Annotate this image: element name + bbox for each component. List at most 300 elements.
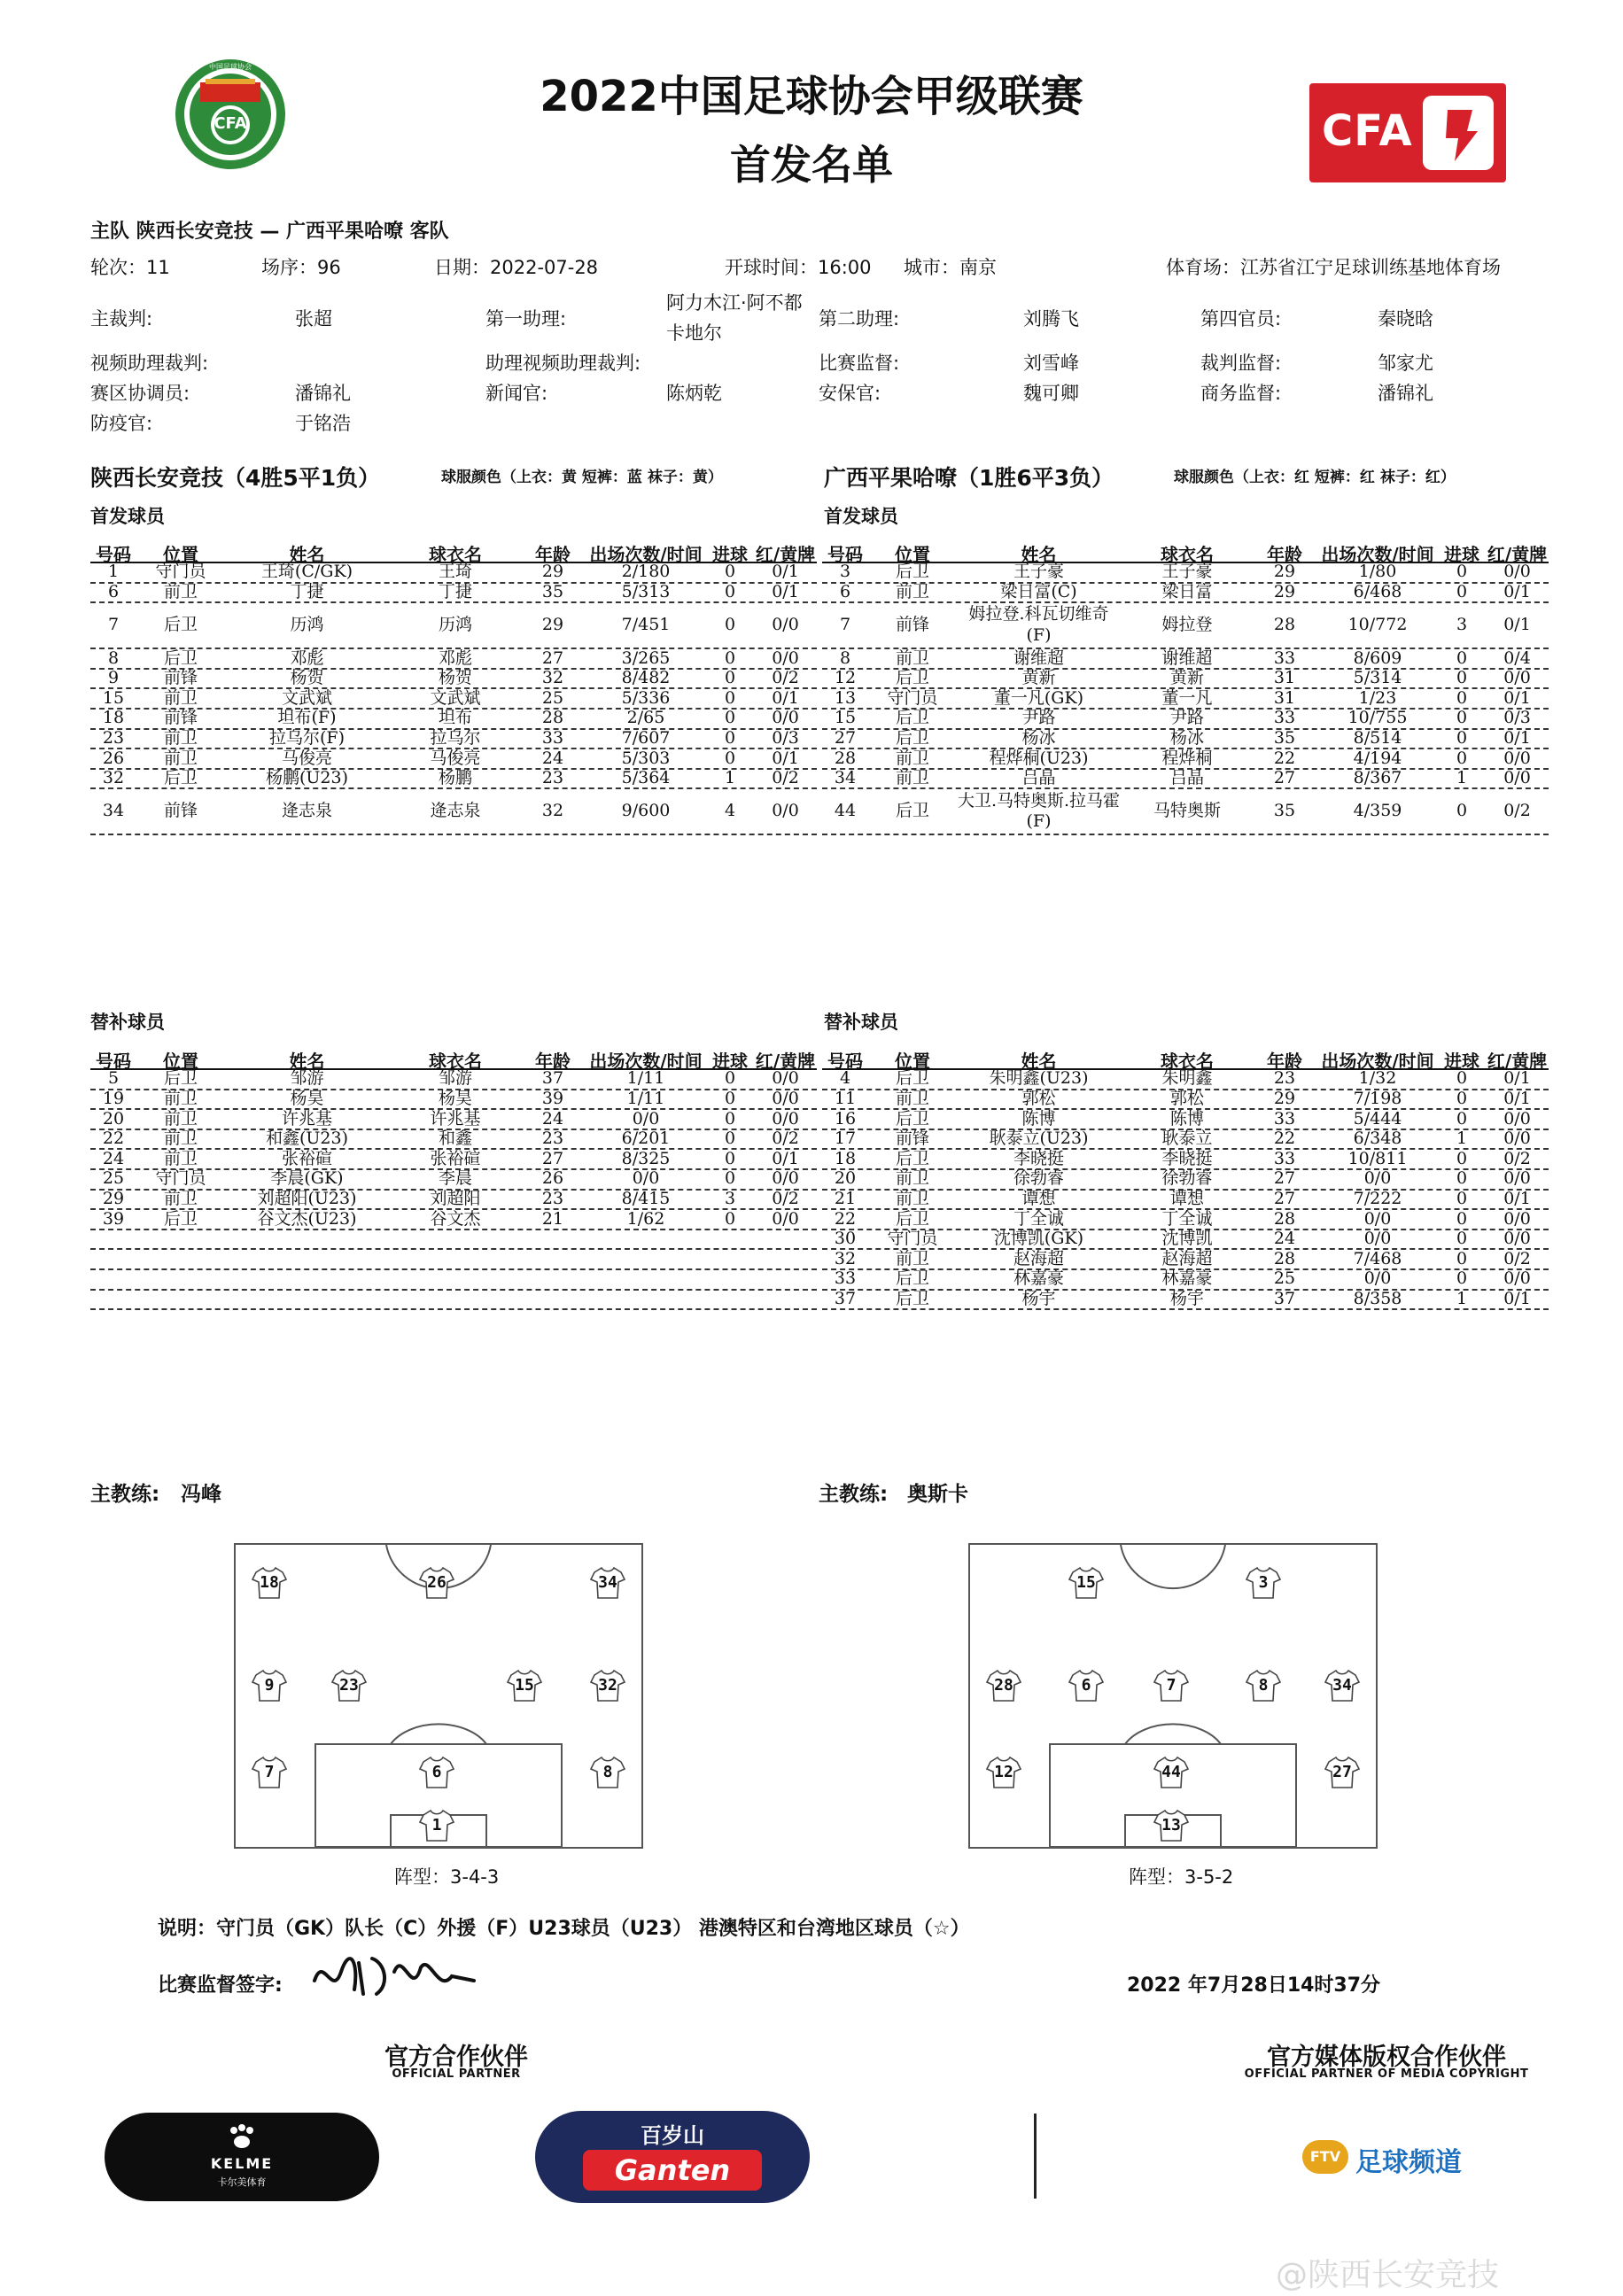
cell-position: 前锋	[163, 801, 198, 821]
avar-label: 助理视频助理裁判:	[485, 353, 641, 374]
column-header-name: 姓名	[289, 544, 325, 565]
cell-number: 22	[834, 1208, 857, 1229]
away-formation: 阵型：3-5-2	[1129, 1866, 1234, 1888]
cell-goals: 0	[724, 1089, 736, 1109]
fourth-official: 秦晓晗	[1378, 308, 1433, 330]
legend-note: 说明：守门员（GK）队长（C）外援（F）U23球员（U23） 港澳特区和台湾地区球员（☆）	[158, 1918, 970, 1940]
cfa-emblem-ring-text: 中国足球协会	[209, 63, 252, 71]
cell-cards: 0/1	[772, 1148, 799, 1168]
player-shirt-icon	[419, 1566, 454, 1600]
table-row	[822, 1170, 1549, 1191]
table-row	[822, 603, 1549, 649]
cell-appearances: 1/11	[626, 1068, 665, 1089]
cell-number: 6	[107, 582, 120, 602]
cell-position: 后卫	[895, 1288, 929, 1308]
empty-row	[90, 1270, 817, 1291]
player-shirt-icon	[507, 1669, 542, 1703]
kickoff-time: 开球时间：16:00	[725, 257, 872, 278]
cell-shirt-name: 坦布	[438, 708, 472, 728]
cell-shirt-name: 拉乌尔	[430, 727, 481, 748]
cell-shirt-name: 丁全诚	[1161, 1208, 1213, 1229]
table-row	[822, 1150, 1549, 1170]
referee: 张超	[295, 308, 332, 330]
cell-goals: 0	[1456, 687, 1468, 708]
table-row	[90, 749, 817, 770]
cell-number: 12	[834, 668, 857, 688]
cell-appearances: 0/0	[1363, 1208, 1392, 1229]
player-shirt-icon	[986, 1669, 1021, 1703]
cell-name: 沈博凯(GK)	[993, 1229, 1084, 1249]
match-number: 场序：96	[261, 257, 341, 278]
press-officer-label: 新闻官:	[485, 383, 548, 404]
cell-shirt-name: 耿泰立	[1161, 1129, 1213, 1149]
column-header-cards: 红/黄牌	[755, 1051, 816, 1072]
cell-age: 29	[1273, 562, 1296, 582]
column-header-shirt-name: 球衣名	[1161, 1051, 1214, 1072]
cell-shirt-name: 黄新	[1169, 668, 1204, 688]
cell-age: 35	[1273, 801, 1296, 821]
cell-number: 15	[102, 687, 125, 708]
player-shirt-icon	[1246, 1566, 1281, 1600]
cell-appearances: 6/468	[1353, 582, 1402, 602]
footer-divider	[1034, 2114, 1037, 2199]
cell-appearances: 8/358	[1353, 1288, 1402, 1308]
away-coach-label: 主教练:	[819, 1483, 889, 1506]
cell-number: 21	[834, 1188, 857, 1208]
home-kit-colors: 球服颜色（上衣：黄 短裤：蓝 袜子：黄）	[441, 469, 723, 486]
cell-goals: 0	[1456, 648, 1468, 668]
cell-goals: 3	[724, 1188, 736, 1208]
cell-appearances: 1/62	[626, 1208, 665, 1229]
cell-name: 刘超阳(U23)	[257, 1188, 357, 1208]
cell-appearances: 8/367	[1353, 768, 1402, 788]
table-row	[90, 689, 817, 710]
cell-cards: 0/2	[772, 1129, 799, 1149]
cell-goals: 0	[724, 615, 736, 635]
cell-cards: 0/0	[772, 615, 799, 635]
cell-shirt-name: 李晓挺	[1161, 1148, 1213, 1168]
ar2-label: 第二助理:	[819, 308, 900, 330]
commercial-supervisor: 潘锦礼	[1378, 383, 1433, 404]
cell-goals: 0	[1456, 1268, 1468, 1289]
cell-name: 徐勃睿	[1013, 1168, 1064, 1189]
column-header-shirt-name: 球衣名	[429, 1051, 482, 1072]
cell-position: 前卫	[163, 1108, 198, 1129]
cell-appearances: 8/415	[621, 1188, 671, 1208]
cell-number: 3	[839, 562, 851, 582]
table-row	[822, 1210, 1549, 1230]
cell-goals: 0	[1456, 1068, 1468, 1089]
ftv-badge: FTV	[1302, 2140, 1348, 2174]
empty-row	[90, 1291, 817, 1311]
cell-number: 17	[834, 1129, 857, 1149]
ar1-label: 第一助理:	[485, 308, 567, 330]
cell-name: 历鸿	[290, 615, 324, 635]
shirt-number: 6	[431, 1763, 442, 1781]
cell-position: 后卫	[895, 708, 929, 728]
shirt-number: 1	[431, 1816, 442, 1834]
cell-position: 前卫	[163, 1129, 198, 1149]
table-row	[90, 1070, 817, 1090]
table-row	[822, 727, 1549, 750]
home-formation-pitch	[234, 1543, 643, 1849]
away-subs-table	[822, 1043, 1549, 1310]
cell-position: 前卫	[895, 748, 929, 768]
column-header-goals: 进球	[1444, 544, 1479, 565]
cell-goals: 0	[724, 687, 736, 708]
cell-appearances: 5/303	[621, 748, 671, 768]
cell-number: 23	[102, 727, 125, 748]
column-header-name: 姓名	[1021, 1051, 1057, 1072]
cell-appearances: 7/607	[621, 727, 671, 748]
cfa-brand-mark-icon	[1423, 96, 1494, 170]
cell-name: 许兆基	[281, 1108, 332, 1129]
cell-age: 27	[1273, 768, 1296, 788]
home-subs-label: 替补球员	[90, 1012, 165, 1033]
cell-age: 24	[541, 1108, 564, 1129]
partner-title-en: OFFICIAL PARTNER	[392, 2067, 521, 2081]
column-header-position: 位置	[163, 1051, 198, 1072]
referee-supervisor: 邹家尤	[1378, 353, 1433, 374]
ganten-text-cn: 百岁山	[641, 2123, 704, 2148]
cell-age: 37	[541, 1068, 564, 1089]
cell-name: 赵海超	[1013, 1248, 1064, 1268]
cell-age: 23	[541, 1129, 564, 1149]
cell-age: 29	[541, 562, 564, 582]
table-row	[90, 670, 817, 690]
cell-number: 25	[102, 1168, 125, 1189]
cell-position: 前卫	[895, 1168, 929, 1189]
cell-cards: 0/0	[772, 708, 799, 728]
cell-appearances: 7/468	[1353, 1248, 1402, 1268]
cell-position: 后卫	[895, 801, 929, 821]
cell-name: 林嘉豪	[1013, 1268, 1064, 1289]
cell-number: 8	[107, 648, 120, 668]
cell-number: 7	[107, 615, 120, 635]
cell-goals: 1	[1456, 1288, 1468, 1308]
cell-age: 28	[1273, 615, 1296, 635]
cell-age: 27	[541, 648, 564, 668]
cell-goals: 0	[1456, 1208, 1468, 1229]
cell-age: 28	[1273, 1208, 1296, 1229]
cell-shirt-name: 董一凡	[1161, 687, 1213, 708]
press-officer: 陈炳乾	[666, 383, 722, 404]
table-header	[822, 537, 1549, 563]
column-header-appearances: 出场次数/时间	[1321, 544, 1434, 565]
cell-cards: 0/1	[1503, 1089, 1531, 1109]
cell-shirt-name: 朱明鑫	[1161, 1068, 1213, 1089]
cell-cards: 0/0	[772, 1089, 799, 1109]
table-row	[822, 584, 1549, 604]
shirt-number: 18	[260, 1573, 279, 1592]
cell-number: 7	[839, 615, 851, 635]
cell-shirt-name: 姆拉登	[1161, 615, 1213, 635]
cell-age: 33	[1273, 708, 1296, 728]
ar2: 刘腾飞	[1023, 308, 1079, 330]
cell-position: 前卫	[163, 687, 198, 708]
kelme-text: KELME	[210, 2155, 274, 2172]
cell-name: 丁全诚	[1013, 1208, 1064, 1229]
home-coach-label: 主教练:	[90, 1483, 160, 1506]
column-header-appearances: 出场次数/时间	[589, 1051, 703, 1072]
shirt-number: 7	[264, 1763, 275, 1781]
cell-name: 和鑫(U23)	[265, 1129, 348, 1149]
table-row	[90, 710, 817, 730]
cell-cards: 0/0	[1503, 1129, 1531, 1149]
ar1-line2: 卡地尔	[666, 322, 722, 344]
cell-age: 24	[541, 748, 564, 768]
player-shirt-icon	[252, 1669, 287, 1703]
cell-shirt-name: 杨昊	[438, 1089, 472, 1109]
column-header-age: 年龄	[1267, 544, 1302, 565]
cell-cards: 0/0	[1503, 1208, 1531, 1229]
cell-cards: 0/1	[772, 562, 799, 582]
cell-number: 20	[834, 1168, 857, 1189]
cell-name: 杨贺	[290, 668, 324, 688]
cell-appearances: 1/23	[1358, 687, 1397, 708]
cell-position: 后卫	[163, 768, 198, 788]
cell-cards: 0/0	[1503, 1168, 1531, 1189]
cell-name: 文武斌	[281, 687, 332, 708]
column-header-goals: 进球	[712, 544, 748, 565]
player-shirt-icon	[252, 1756, 287, 1789]
cell-shirt-name: 杨宇	[1169, 1288, 1204, 1308]
table-row	[90, 1150, 817, 1170]
cell-name: 逄志泉	[281, 801, 332, 821]
cell-shirt-name: 吕晶	[1169, 768, 1204, 788]
cell-name: 陈博	[1021, 1108, 1056, 1129]
cell-cards: 0/0	[772, 1168, 799, 1189]
cell-position: 前卫	[895, 768, 929, 788]
cell-position: 前卫	[163, 1089, 198, 1109]
away-starters-label: 首发球员	[824, 506, 898, 527]
cell-position: 前卫	[163, 1188, 198, 1208]
cell-position: 后卫	[895, 1108, 929, 1129]
home-formation: 阵型：3-4-3	[394, 1866, 500, 1888]
shirt-number: 34	[598, 1573, 617, 1592]
cell-cards: 0/3	[1503, 708, 1531, 728]
security-officer: 魏可卿	[1023, 383, 1079, 404]
cell-position: 后卫	[895, 1068, 929, 1089]
cell-name: 王子豪	[1013, 562, 1064, 582]
cfa-brand-text: CFA	[1322, 106, 1413, 156]
match-supervisor: 刘雪峰	[1023, 353, 1079, 374]
cell-cards: 0/2	[1503, 1148, 1531, 1168]
shirt-number: 3	[1258, 1573, 1269, 1592]
cell-goals: 1	[1456, 768, 1468, 788]
cell-shirt-name: 文武斌	[430, 687, 481, 708]
cell-number: 33	[834, 1268, 857, 1289]
cell-age: 35	[541, 582, 564, 602]
cell-appearances: 5/313	[621, 582, 671, 602]
cell-name: 李晨(GK)	[270, 1168, 344, 1189]
cell-cards: 0/1	[772, 582, 799, 602]
home-team-title: 陕西长安竞技（4胜5平1负）	[90, 465, 381, 491]
cell-shirt-name: 邹游	[438, 1068, 472, 1089]
column-header-appearances: 出场次数/时间	[1321, 1051, 1434, 1072]
cell-number: 24	[102, 1148, 125, 1168]
cell-cards: 0/1	[1503, 615, 1531, 635]
cell-cards: 0/0	[1503, 768, 1531, 788]
shirt-number: 15	[515, 1676, 534, 1695]
cell-number: 44	[834, 801, 857, 821]
cell-cards: 0/1	[1503, 1288, 1531, 1308]
cell-position: 守门员	[155, 562, 206, 582]
cell-position: 后卫	[895, 1268, 929, 1289]
referee-label: 主裁判:	[90, 308, 153, 330]
cell-position: 后卫	[895, 562, 929, 582]
column-header-shirt-name: 球衣名	[1161, 544, 1214, 565]
player-shirt-icon	[590, 1566, 625, 1600]
cell-age: 31	[1273, 668, 1296, 688]
cell-age: 37	[1273, 1288, 1296, 1308]
cell-age: 21	[541, 1208, 564, 1229]
cell-appearances: 8/609	[1353, 648, 1402, 668]
cell-goals: 0	[1456, 708, 1468, 728]
cell-cards: 0/0	[1503, 1229, 1531, 1249]
document-title: 2022中国足球协会甲级联赛	[540, 72, 1083, 121]
cell-age: 33	[541, 727, 564, 748]
cell-number: 26	[102, 748, 125, 768]
cell-goals: 0	[1456, 801, 1468, 821]
referee-supervisor-label: 裁判监督:	[1200, 353, 1282, 374]
cell-goals: 0	[724, 1148, 736, 1168]
cell-name: 拉乌尔(F)	[268, 727, 345, 748]
cell-number: 6	[839, 582, 851, 602]
kelme-text-cn: 卡尔美体育	[217, 2176, 267, 2188]
player-shirt-icon	[1153, 1669, 1189, 1703]
cell-number: 15	[834, 708, 857, 728]
cell-position: 前卫	[895, 1089, 929, 1109]
cell-name: 张裕碹	[281, 1148, 332, 1168]
var-label: 视频助理裁判:	[90, 353, 209, 374]
cell-number: 29	[102, 1188, 125, 1208]
venue-coordinator: 潘锦礼	[295, 383, 351, 404]
cell-position: 后卫	[163, 648, 198, 668]
cell-position: 后卫	[163, 1068, 198, 1089]
cell-appearances: 2/65	[626, 708, 665, 728]
table-row	[90, 649, 817, 670]
security-officer-label: 安保官:	[819, 383, 881, 404]
match-date: 日期：2022-07-28	[434, 257, 599, 278]
away-formation-pitch	[968, 1543, 1378, 1849]
cell-appearances: 6/348	[1353, 1129, 1402, 1149]
cell-appearances: 0/0	[1363, 1268, 1392, 1289]
cell-position: 守门员	[887, 1229, 938, 1249]
cell-appearances: 8/325	[621, 1148, 671, 1168]
table-row	[90, 1210, 817, 1230]
signed-time: 2022 年7月28日14时37分	[1127, 1974, 1381, 1997]
shirt-number: 28	[994, 1676, 1013, 1695]
cell-number: 18	[834, 1148, 857, 1168]
cell-number: 9	[107, 668, 120, 688]
ganten-banner	[583, 2150, 762, 2191]
table-row	[90, 789, 817, 835]
epidemic-officer-label: 防疫官:	[90, 413, 153, 434]
cell-name: 丁捷	[290, 582, 324, 602]
cell-shirt-name: 李晨	[438, 1168, 472, 1189]
table-row	[822, 1110, 1549, 1130]
shirt-number: 23	[339, 1676, 359, 1695]
empty-row	[90, 1230, 817, 1251]
match-teams: 主队 陕西长安竞技 — 广西平果哈嘹 客队	[90, 221, 449, 243]
cell-goals: 0	[724, 562, 736, 582]
cell-cards: 0/4	[1503, 648, 1531, 668]
cell-goals: 0	[1456, 1168, 1468, 1189]
player-shirt-icon	[1068, 1566, 1104, 1600]
table-row	[822, 749, 1549, 770]
cell-position: 后卫	[895, 668, 929, 688]
home-subs-table	[90, 1043, 817, 1310]
column-header-age: 年龄	[535, 1051, 571, 1072]
cell-cards: 0/2	[1503, 801, 1531, 821]
cell-name: 坦布(F)	[277, 708, 337, 728]
player-shirt-icon	[590, 1669, 625, 1703]
cell-goals: 0	[1456, 562, 1468, 582]
cell-goals: 0	[724, 1129, 736, 1149]
cell-cards: 0/3	[772, 727, 799, 748]
cell-age: 24	[1273, 1229, 1296, 1249]
cell-shirt-name: 许兆基	[430, 1108, 481, 1129]
ar1-line1: 阿力木江·阿不都	[666, 292, 803, 314]
shirt-number: 9	[264, 1676, 275, 1695]
table-row	[822, 1250, 1549, 1270]
cell-shirt-name: 陈博	[1169, 1108, 1204, 1129]
city: 城市：南京	[904, 257, 997, 278]
player-shirt-icon	[1153, 1756, 1189, 1789]
cell-shirt-name: 杨冰	[1169, 727, 1204, 748]
stadium: 体育场：江苏省江宁足球训练基地体育场	[1166, 257, 1501, 278]
cell-appearances: 0/0	[1363, 1168, 1392, 1189]
cell-appearances: 10/811	[1347, 1148, 1408, 1168]
cell-position: 前卫	[163, 748, 198, 768]
signature-label: 比赛监督签字:	[158, 1974, 283, 1997]
cell-appearances: 7/222	[1353, 1188, 1402, 1208]
cell-age: 22	[1273, 748, 1296, 768]
table-row	[822, 1130, 1549, 1151]
cell-shirt-name: 马特奥斯	[1153, 801, 1221, 821]
cell-age: 27	[1273, 1188, 1296, 1208]
cell-age: 28	[541, 708, 564, 728]
cell-goals: 0	[1456, 1248, 1468, 1268]
cell-goals: 0	[1456, 1229, 1468, 1249]
cell-position: 后卫	[163, 615, 198, 635]
column-header-number: 号码	[827, 544, 863, 565]
cell-name: 邹游	[290, 1068, 324, 1089]
cell-appearances: 0/0	[1363, 1229, 1392, 1249]
cell-goals: 0	[724, 668, 736, 688]
table-row	[822, 1090, 1549, 1111]
player-shirt-icon	[986, 1756, 1021, 1789]
table-row	[822, 670, 1549, 690]
column-header-number: 号码	[96, 544, 131, 565]
table-row	[822, 770, 1549, 790]
cell-shirt-name: 郭松	[1169, 1089, 1204, 1109]
cell-appearances: 5/444	[1353, 1108, 1402, 1129]
supervisor-signature	[306, 1945, 483, 2007]
cell-name: 谢维超	[1013, 648, 1064, 668]
cell-cards: 0/0	[1503, 562, 1531, 582]
table-row	[822, 710, 1549, 730]
table-row	[822, 649, 1549, 670]
ganten-text: Ganten	[614, 2153, 731, 2187]
column-header-age: 年龄	[535, 544, 571, 565]
column-header-name: 姓名	[1021, 544, 1057, 565]
cell-shirt-name: 尹路	[1169, 708, 1204, 728]
cell-goals: 0	[724, 1108, 736, 1129]
table-row	[822, 1188, 1549, 1211]
cell-goals: 0	[724, 1208, 736, 1229]
